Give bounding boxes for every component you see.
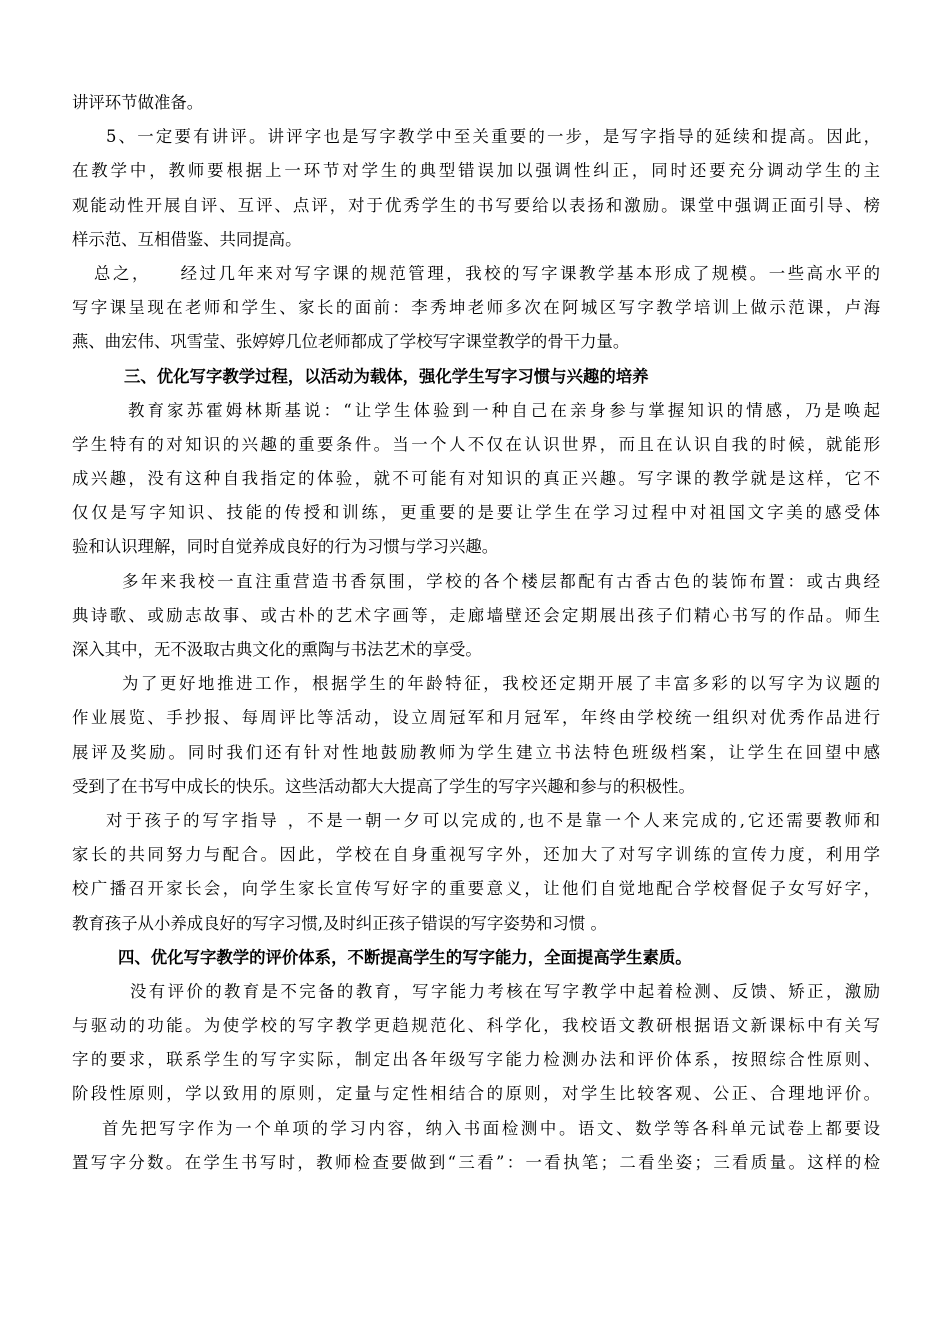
text-line: 多年来我校一直注重营造书香氛围，学校的各个楼层都配有古香古色的装饰布置：或古典经: [122, 571, 880, 591]
text-line: 展评及奖励。同时我们还有针对性地鼓励教师为学生建立书法特色班级档案，让学生在回望中感: [72, 742, 880, 762]
text-line: 对于孩子的写字指导 ，不是一朝一夕可以完成的,也不是靠一个人来完成的,它还需要教师和: [106, 810, 880, 830]
text-line: 教育家苏霍姆林斯基说：“让学生体验到一种自己在亲身参与掌握知识的情感，乃是唤起: [128, 400, 880, 420]
heading-line: 三、优化写字教学过程，以活动为载体，强化学生写字习惯与兴趣的培养: [124, 366, 649, 386]
text-line: 家长的共同努力与配合。因此，学校在自身重视写字外，还加大了对写字训练的宣传力度，利用学: [72, 845, 880, 865]
paragraph: [72, 257, 880, 360]
text-line: 仅仅是写字知识、技能的传授和训练，更重要的是要让学生在学习过程中对祖国文字美的感受体: [72, 503, 880, 523]
text-line: 为了更好地推进工作，根据学生的年龄特征，我校还定期开展了丰富多彩的以写字为议题的: [122, 674, 880, 694]
text-line: 校广播召开家长会，向学生家长宣传写好字的重要意义，让他们自觉地配合学校督促子女写好字，: [72, 879, 880, 899]
text-line: 字的要求，联系学生的写字实际，制定出各年级写字能力检测办法和评价体系，按照综合性原则、: [72, 1050, 880, 1070]
paragraph: [72, 667, 880, 804]
text-line: 置写字分数。在学生书写时，教师检查要做到“三看”：一看执笔；二看坐姿；三看质量。这样的检: [72, 1152, 880, 1172]
text-line: 受到了在书写中成长的快乐。这些活动都大大提高了学生的写字兴趣和参与的积极性。: [72, 776, 695, 796]
text-line: 燕、曲宏伟、巩雪莹、张婷婷几位老师都成了学校写字课堂教学的骨干力量。: [72, 332, 630, 352]
paragraph: [72, 804, 880, 941]
paragraph: [72, 120, 880, 257]
text-line: 典诗歌、或励志故事、或古朴的艺术字画等，走廊墙壁还会定期展出孩子们精心书写的作品。师生: [72, 605, 880, 625]
text-line: 首先把写字作为一个单项的学习内容，纳入书面检测中。语文、数学等各科单元试卷上都要设: [102, 1118, 880, 1138]
text-line: 验和认识理解，同时自觉养成良好的行为习惯与学习兴趣。: [72, 537, 499, 557]
text-line: 学生特有的对知识的兴趣的重要条件。当一个人不仅在认识世界，而且在认识自我的时候，就能形: [72, 434, 880, 454]
paragraph: [72, 975, 880, 1112]
section-heading: [72, 941, 880, 975]
text-line: 阶段性原则，学以致用的原则，定量与定性相结合的原则，对学生比较客观、公正、合理地评价。: [72, 1084, 880, 1104]
heading-line: 四、优化写字教学的评价体系，不断提高学生的写字能力，全面提高学生素质。: [118, 947, 692, 967]
text-line: 讲评环节做准备。: [72, 93, 204, 112]
section-heading: [72, 360, 880, 394]
document-page: [72, 86, 880, 1180]
text-line: 观能动性开展自评、互评、点评，对于优秀学生的书写要给以表扬和激励。课堂中强调正面引导、榜: [72, 195, 880, 215]
paragraph: [72, 565, 880, 668]
text-line: 5、一定要有讲评。讲评字也是写字教学中至关重要的一步，是写字指导的延续和提高。因此，: [106, 127, 880, 147]
text-line: 总之， 经过几年来对写字课的规范管理，我校的写字课教学基本形成了规模。一些高水平的: [94, 263, 880, 283]
text-line: 样示范、互相借鉴、共同提高。: [72, 229, 302, 249]
paragraph: [72, 394, 880, 565]
paragraph: [72, 86, 880, 120]
text-line: 在教学中，教师要根据上一环节对学生的典型错误加以强调性纠正，同时还要充分调动学生的主: [72, 161, 880, 181]
text-line: 与驱动的功能。为使学校的写字教学更趋规范化、科学化，我校语文教研根据语文新课标中有关写: [72, 1016, 880, 1036]
text-line: 深入其中，无不汲取古典文化的熏陶与书法艺术的享受。: [72, 640, 482, 659]
text-line: 成兴趣，没有这种自我指定的体验，就不可能有对知识的真正兴趣。写字课的教学就是这样，它不: [72, 469, 880, 489]
text-line: 没有评价的教育是不完备的教育，写字能力考核在写字教学中起着检测、反馈、矫正，激励: [130, 981, 880, 1001]
text-line: 作业展览、手抄报、每周评比等活动，设立周冠军和月冠军，年终由学校统一组织对优秀作品进行: [72, 708, 880, 728]
text-line: 教育孩子从小养成良好的写字习惯,及时纠正孩子错误的写字姿势和习惯 。: [72, 913, 607, 933]
text-line: 写字课呈现在老师和学生、家长的面前：李秀坤老师多次在阿城区写字教学培训上做示范课，卢海: [72, 298, 880, 318]
paragraph: [72, 1112, 880, 1180]
